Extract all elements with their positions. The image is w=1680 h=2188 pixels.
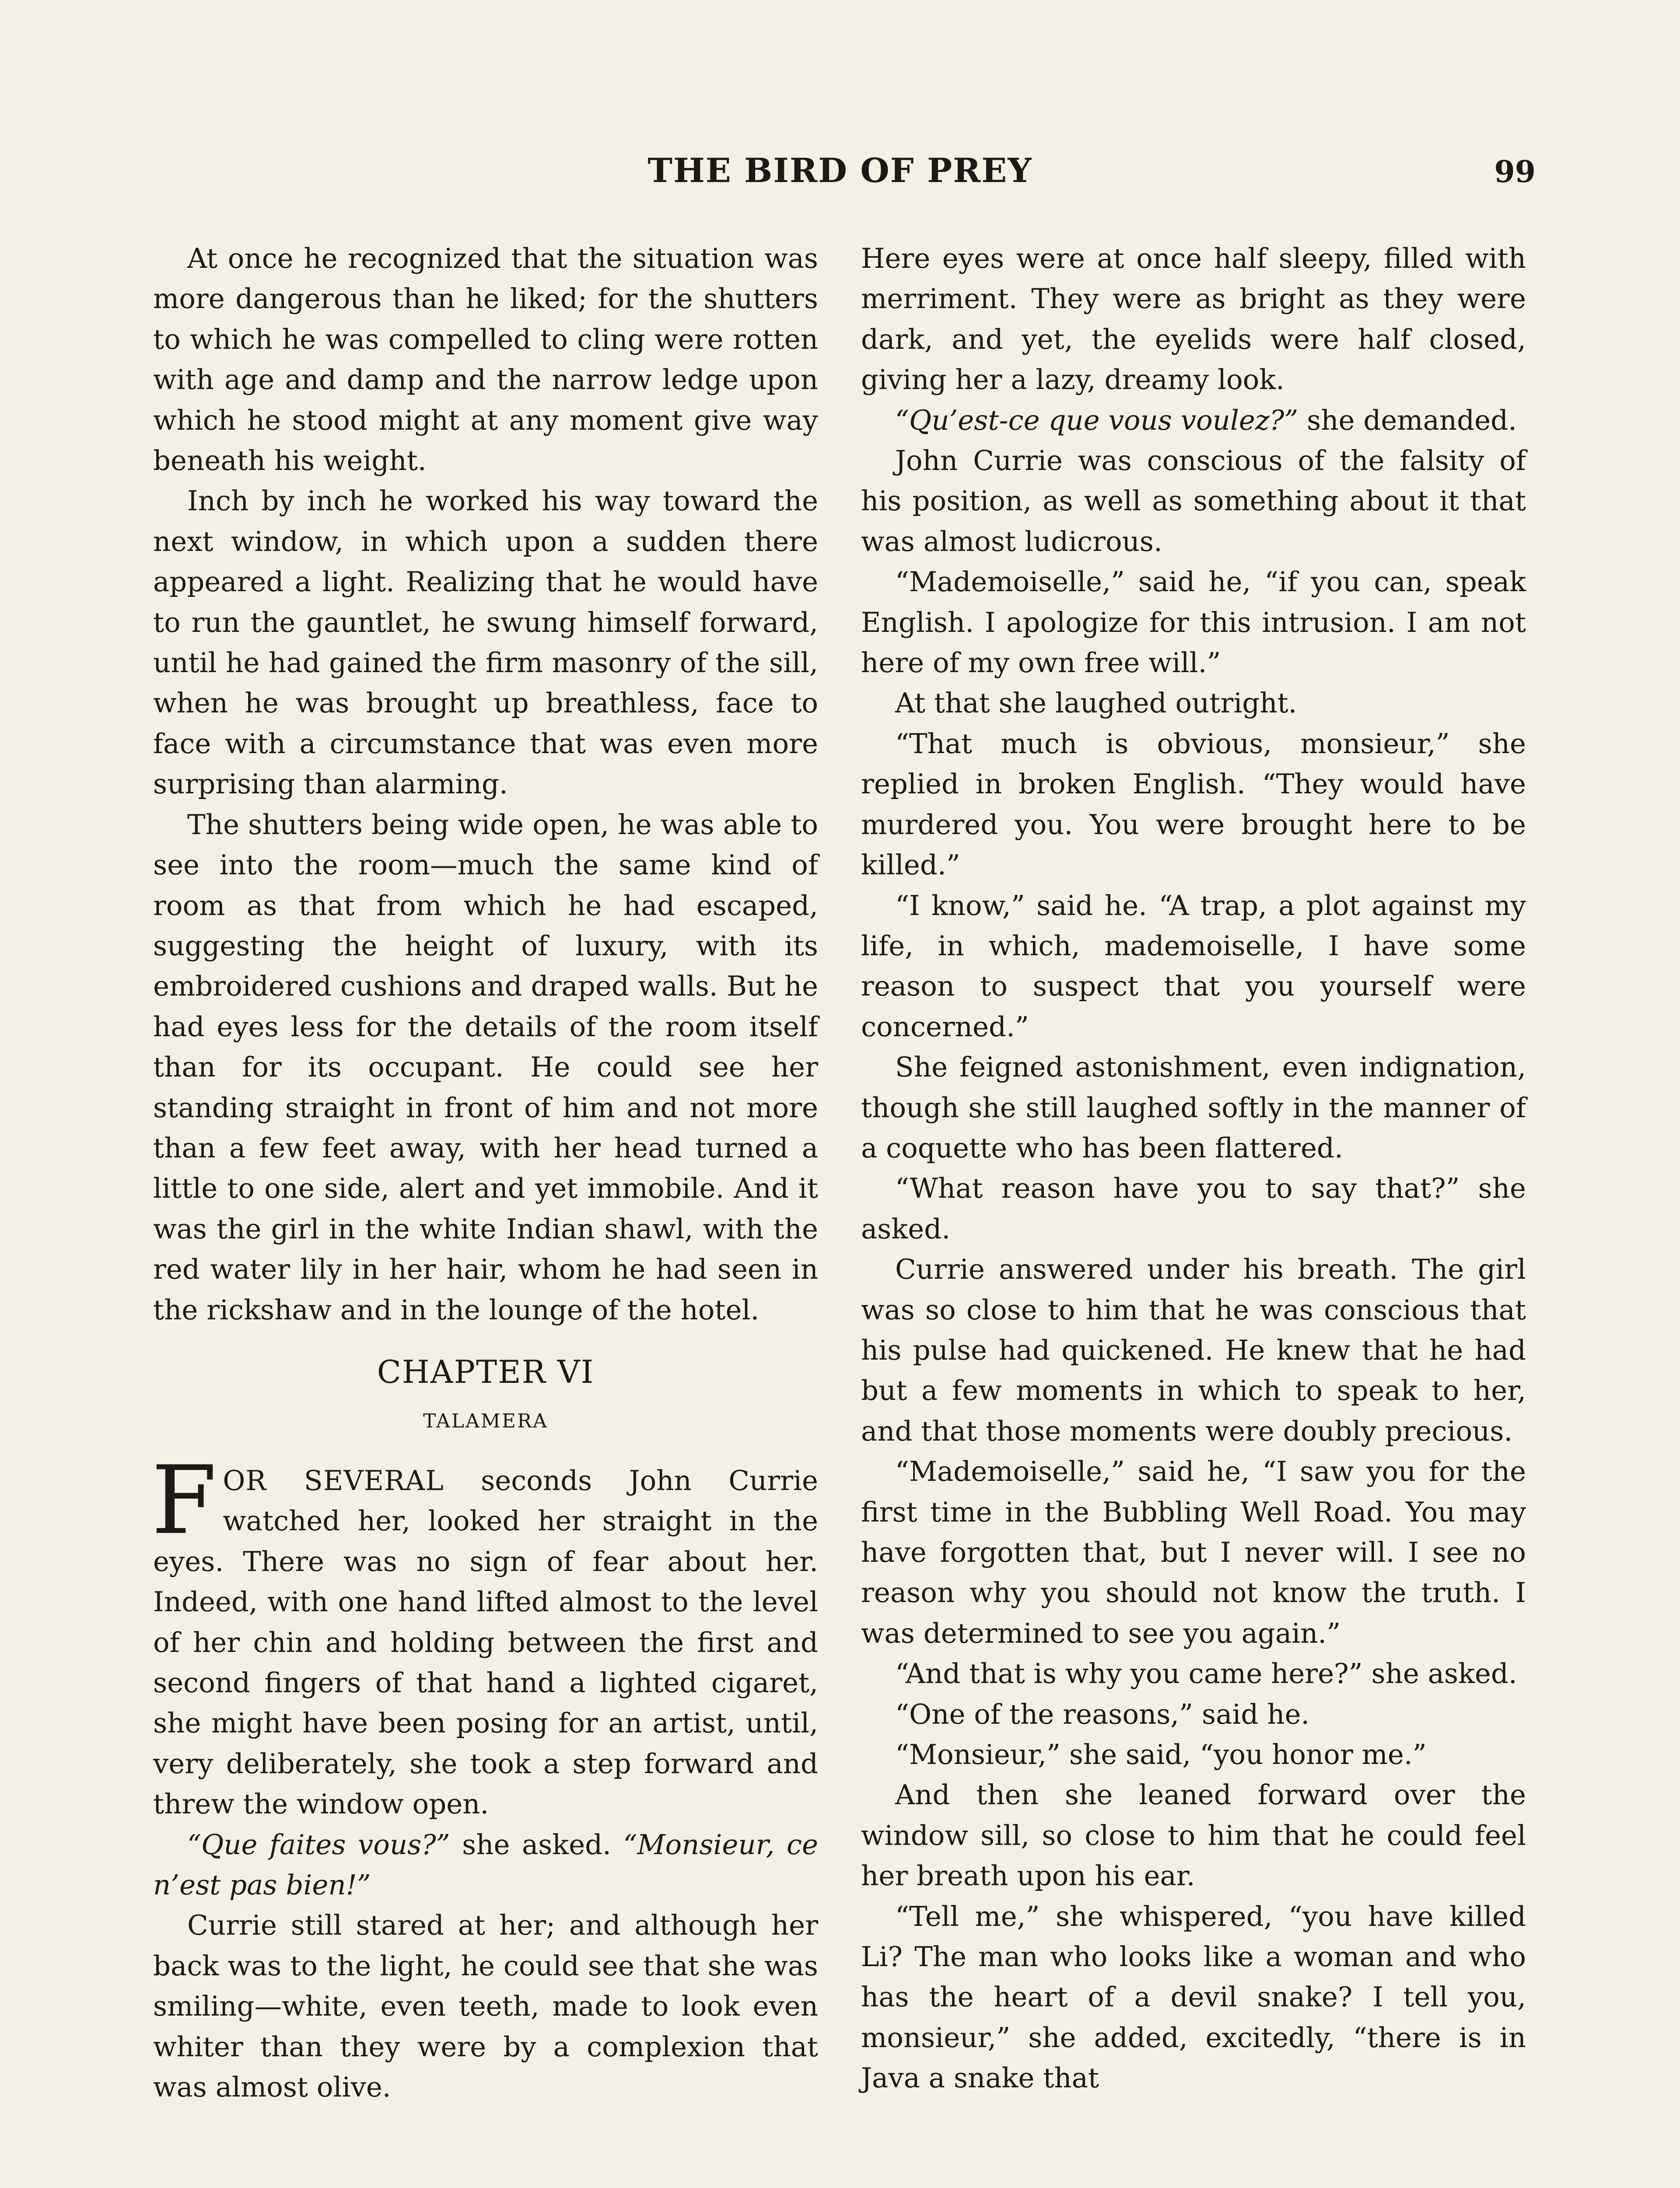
continuation-paragraph: Here eyes were at once half sleepy, filled with merriment. They were as bright as they were dark, and yet, the eyelids were half closed, giving her a lazy, dreamy look. <box>861 242 1526 396</box>
paragraph: She feigned astonishment, even indignation, though she still laughed softly in the manner of a coquette who has been flattered. <box>861 1051 1526 1164</box>
paragraph: “That much is obvious, monsieur,” she replied in broken English. “They would have murdered you. You were brought here to be killed.” <box>861 727 1526 881</box>
chapter-subtitle: TALAMERA <box>423 1410 548 1432</box>
paragraph: Inch by inch he worked his way toward the next window, in which upon a sudden there appeared a light. Realizing that he would have to run the gauntlet, he swung himself forward, until he had gained the firm masonry of the sill, when he was brought up breathless, face to face with a circumstance that was even more surprising than alarming. <box>153 485 818 800</box>
opening-lead: OR SEVERAL <box>223 1464 444 1497</box>
paragraph: Currie answered under his breath. The girl was so close to him that he was conscious that his pulse had quickened. He knew that he had but a few moments in which to speak to her, and that those moments were doubly precious. <box>861 1253 1526 1447</box>
paragraph: And then she leaned forward over the window sill, so close to him that he could feel her breath upon his ear. <box>861 1779 1526 1892</box>
page-number: 99 <box>1494 154 1536 189</box>
paragraph <box>153 1825 818 1906</box>
paragraph: At once he recognized that the situation was more dangerous than he liked; for the shutters to which he was compelled to cling were rotten with age and damp and the narrow ledge upon which he stood might at any moment give way beneath his weight. <box>153 242 818 477</box>
chapter-opening-paragraph <box>151 1445 818 1825</box>
paragraph: “Mademoiselle,” said he, “if you can, speak English. I apologize for this intrusion. I am not here of my own free will.” <box>861 566 1526 679</box>
drop-cap: F <box>151 1445 217 1555</box>
paragraph <box>861 400 1526 441</box>
paragraph: “One of the reasons,” said he. <box>895 1698 1310 1730</box>
french-quote: “Monsieur, ce n’est pas bien!” <box>153 1828 818 1901</box>
paragraph: “And that is why you came here?” she asked. <box>895 1658 1517 1690</box>
page-header <box>153 151 1536 199</box>
french-quote: “Que faites vous?” <box>187 1828 450 1861</box>
left-column <box>153 238 818 2107</box>
quote-connector: she asked. <box>450 1828 623 1861</box>
paragraph: At that she laughed outright. <box>895 687 1297 719</box>
quote-rest: she demanded. <box>1298 404 1517 436</box>
paragraph: John Currie was conscious of the falsity of his position, as well as something about it that was almost ludicrous. <box>861 445 1526 558</box>
running-title: THE BIRD OF PREY <box>648 151 1032 190</box>
paragraph: “I know,” said he. “A trap, a plot against my life, in which, mademoiselle, I have some reason to suspect that you yourself were concerned.” <box>861 889 1526 1043</box>
paragraph: “Monsieur,” she said, “you honor me.” <box>895 1739 1427 1771</box>
paragraph: Currie still stared at her; and although her back was to the light, he could see that she was smiling—white, even teeth, made to look even whiter than they were by a complexion that was almost olive. <box>153 1909 818 2104</box>
chapter-heading: CHAPTER VI <box>377 1353 595 1390</box>
opening-text: seconds John Currie watched her, looked her straight in the eyes. There was no sign of fear about her. Indeed, with one hand lifted almost to the level of her chin and holding between the first and second fingers of that hand a lighted cigaret, she might have been posing for an artist, until, very deliberately, she took a step forward and threw the window open. <box>153 1464 818 1820</box>
paragraph: “Mademoiselle,” said he, “I saw you for the first time in the Bubbling Well Road. You may have forgotten that, but I never will. I see no reason why you should not know the truth. I was determined to see you again.” <box>861 1455 1526 1649</box>
right-column <box>861 238 1526 2099</box>
paragraph: “Tell me,” she whispered, “you have killed Li? The man who looks like a woman and who has the heart of a devil snake? I tell you, monsieur,” she added, excitedly, “there is in Java a snake that <box>861 1900 1526 2094</box>
paragraph: The shutters being wide open, he was able to see into the room—much the same kind of room as that from which he had escaped, suggesting the height of luxury, with its embroidered cushions and draped walls. But he had eyes less for the details of the room itself than for its occupant. He could see her standing straight in front of him and not more than a few feet away, with her head turned a little to one side, alert and yet immobile. And it was the girl in the white Indian shawl, with the red water lily in her hair, whom he had seen in the rickshaw and in the lounge of the hotel. <box>153 808 818 1326</box>
paragraph: “What reason have you to say that?” she asked. <box>861 1172 1526 1245</box>
french-quote: “Qu’est-ce que vous voulez?” <box>895 404 1298 436</box>
